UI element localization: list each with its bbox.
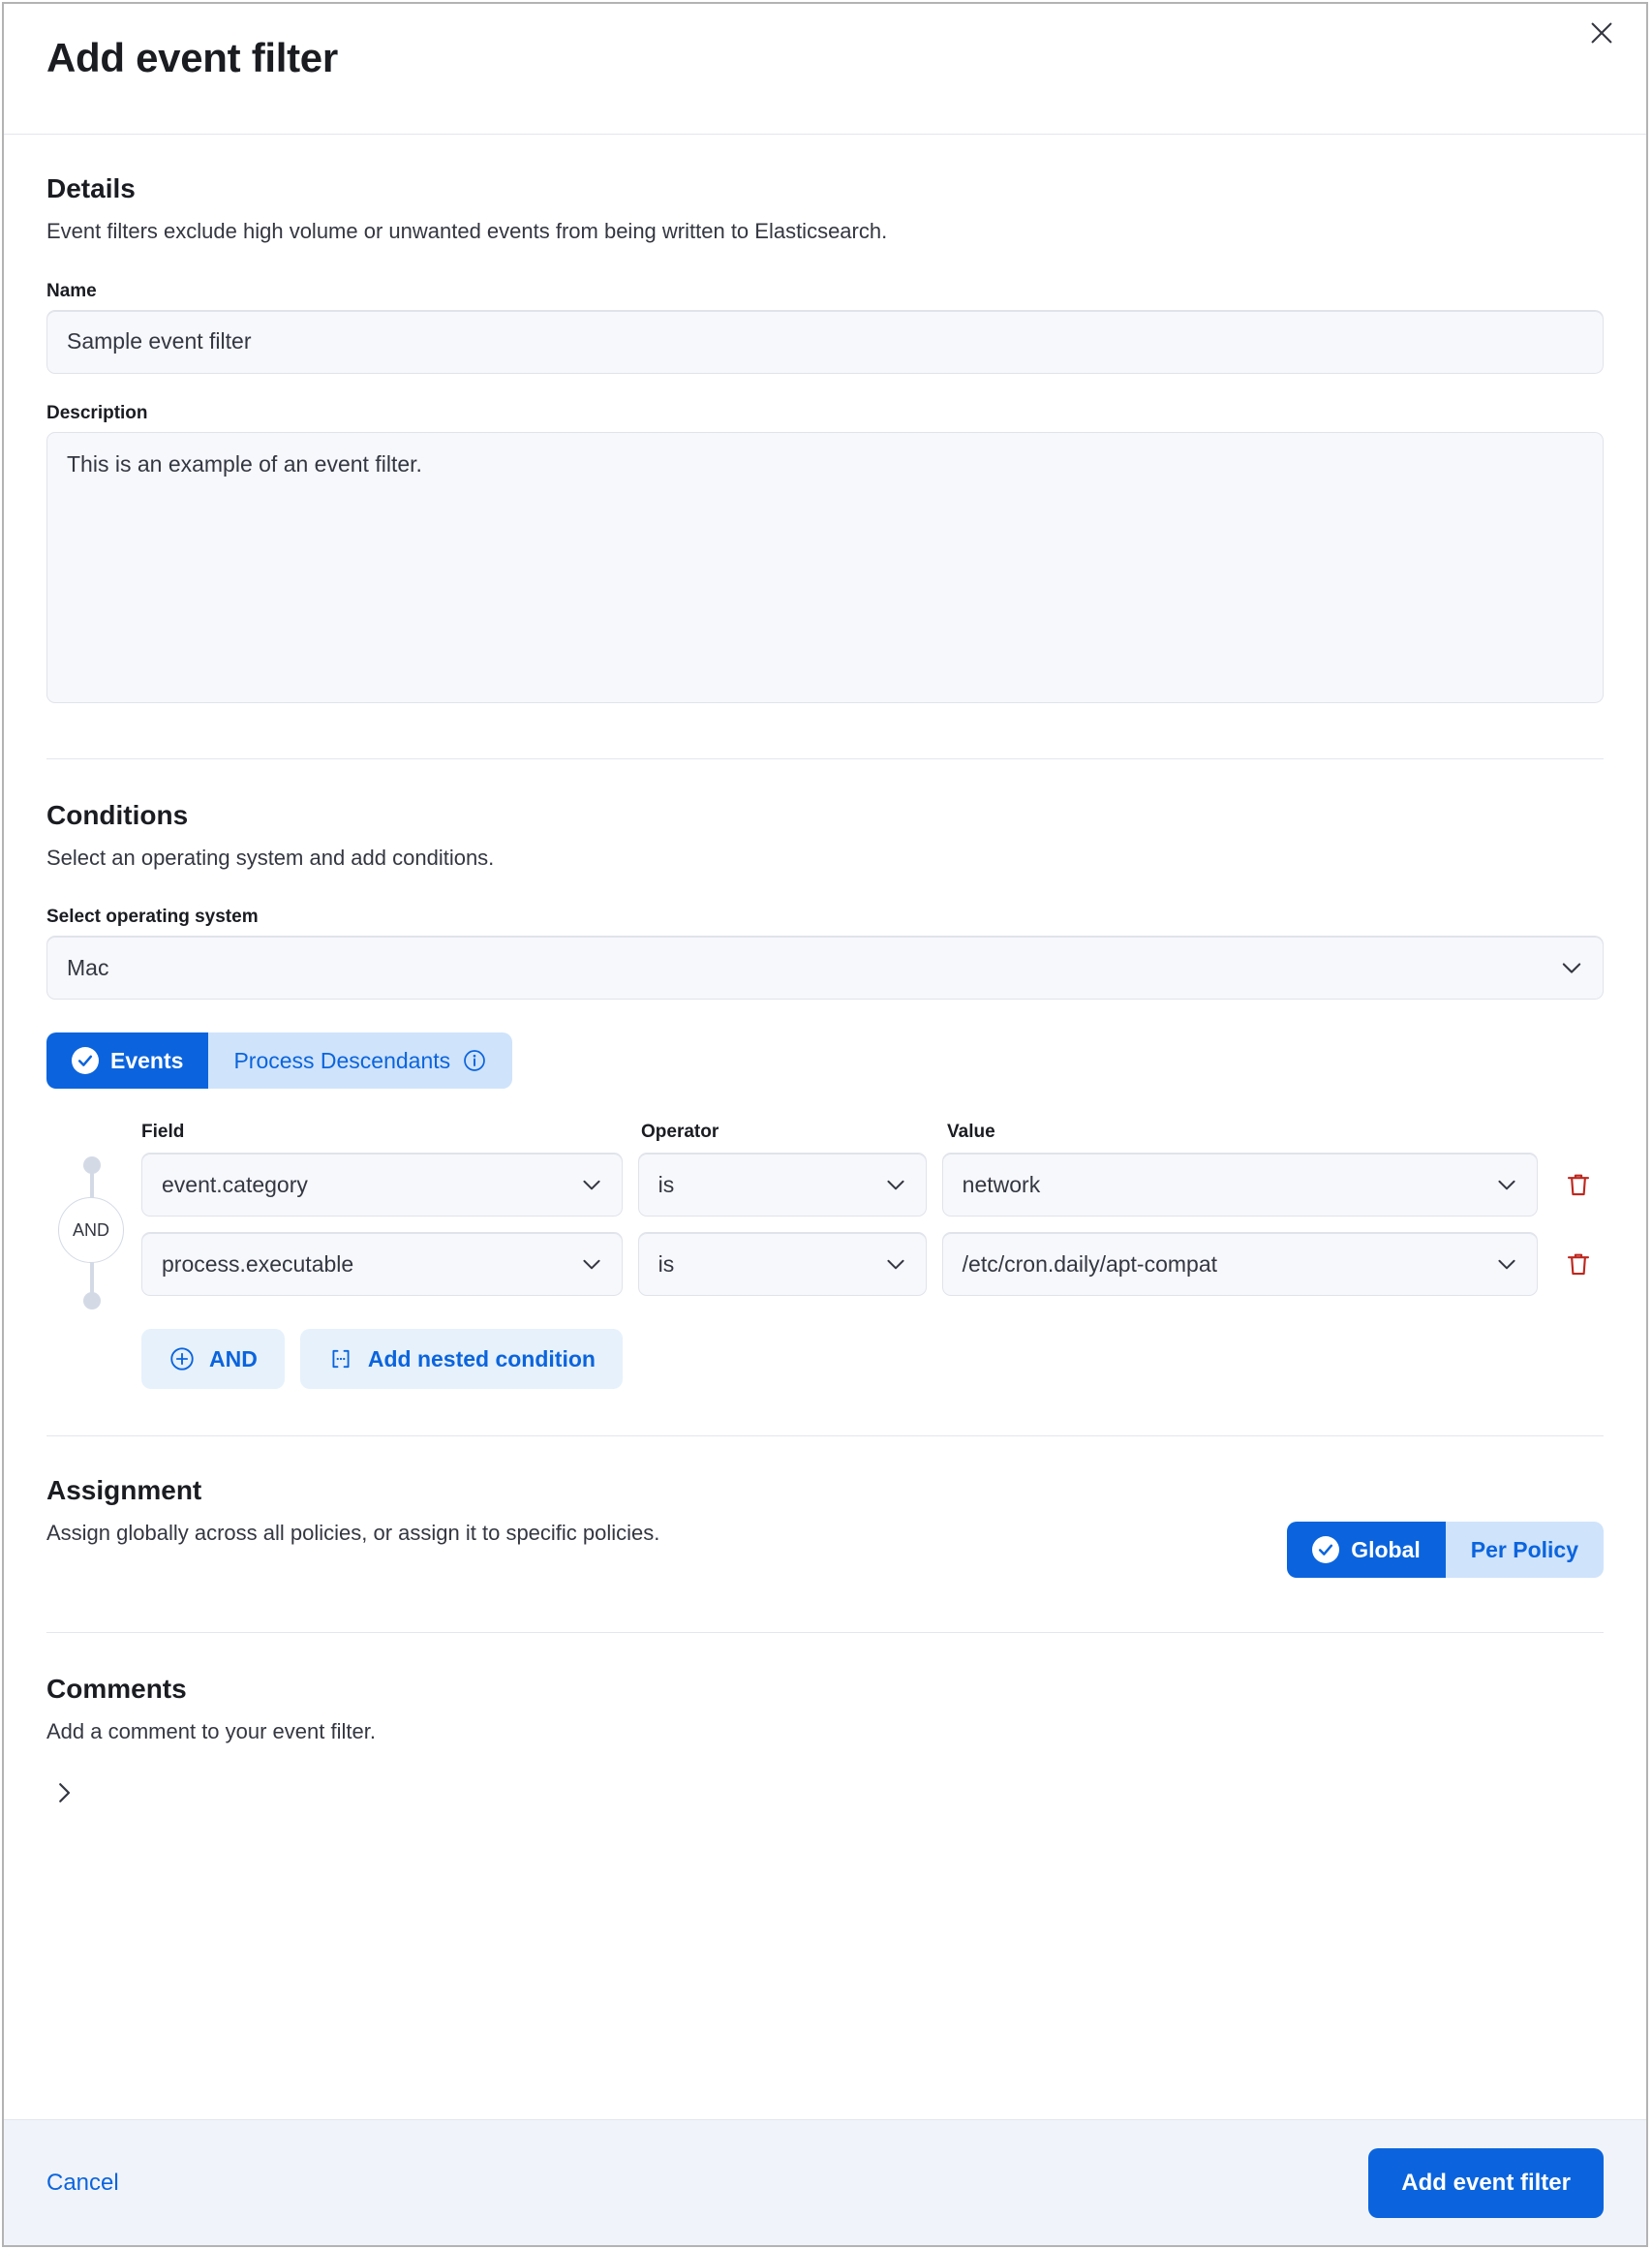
comments-title: Comments	[46, 1674, 187, 1705]
tab-events-label: Events	[110, 1047, 184, 1073]
os-field-group	[46, 907, 1604, 1000]
condition-row	[141, 1153, 1604, 1217]
condition-field-value: process.executable	[162, 1250, 354, 1277]
conditions-subtitle: Select an operating system and add conditions.	[46, 845, 495, 870]
chevron-down-icon	[1494, 1172, 1519, 1197]
chevron-right-icon[interactable]	[43, 1771, 85, 1814]
chevron-down-icon	[883, 1172, 908, 1197]
condition-builder	[46, 1122, 1604, 1389]
condition-value-value: network	[962, 1171, 1041, 1197]
trash-icon[interactable]	[1553, 1159, 1604, 1210]
flyout-header	[4, 4, 1646, 135]
chevron-down-icon	[579, 1172, 604, 1197]
and-connector-dot-bottom	[83, 1292, 101, 1309]
chevron-down-icon	[1558, 954, 1585, 981]
add-event-filter-flyout	[2, 2, 1648, 2247]
chevron-down-icon	[579, 1251, 604, 1277]
submit-button[interactable]: Add event filter	[1368, 2148, 1604, 2218]
condition-field-select[interactable]	[141, 1232, 623, 1296]
assignment-title: Assignment	[46, 1475, 202, 1506]
and-badge: AND	[58, 1197, 124, 1263]
condition-operator-value: is	[658, 1250, 675, 1277]
cancel-button[interactable]: Cancel	[46, 2169, 119, 2196]
page-title: Add event filter	[46, 35, 338, 80]
condition-operator-select[interactable]	[638, 1153, 927, 1217]
tab-process-descendants-label: Process Descendants	[233, 1047, 451, 1073]
os-select[interactable]	[46, 936, 1604, 1000]
assignment-global-label: Global	[1351, 1536, 1421, 1562]
check-icon	[1312, 1536, 1339, 1563]
flyout-footer	[4, 2119, 1646, 2245]
assignment-per-policy-label: Per Policy	[1470, 1536, 1578, 1562]
assignment-global-button[interactable]	[1287, 1522, 1446, 1578]
os-label: Select operating system	[46, 907, 259, 928]
check-icon	[72, 1047, 99, 1074]
condition-actions	[141, 1329, 1604, 1389]
condition-row	[141, 1232, 1604, 1296]
details-title: Details	[46, 173, 136, 203]
chevron-down-icon	[1494, 1251, 1519, 1277]
chevron-down-icon	[883, 1251, 908, 1277]
description-label: Description	[46, 402, 148, 423]
info-icon[interactable]	[462, 1048, 487, 1073]
comments-subtitle: Add a comment to your event filter.	[46, 1719, 376, 1744]
tab-process-descendants[interactable]	[208, 1032, 512, 1089]
condition-value-select[interactable]	[942, 1232, 1539, 1296]
condition-field-value: event.category	[162, 1171, 308, 1197]
name-label: Name	[46, 280, 97, 301]
description-field-group	[46, 403, 1604, 708]
condition-operator-select[interactable]	[638, 1232, 927, 1296]
assignment-text	[46, 1475, 659, 1548]
details-section	[46, 135, 1604, 708]
tab-events[interactable]	[46, 1032, 208, 1089]
nested-brackets-icon	[327, 1345, 354, 1372]
assignment-subtitle: Assign globally across all policies, or assign it to specific policies.	[46, 1521, 660, 1546]
column-header-field: Field	[141, 1122, 185, 1143]
condition-operator-value: is	[658, 1171, 675, 1197]
column-header-operator: Operator	[641, 1122, 719, 1143]
comments-section	[46, 1633, 1604, 1814]
assignment-per-policy-button[interactable]	[1446, 1522, 1604, 1578]
condition-field-select[interactable]	[141, 1153, 623, 1217]
assignment-toggle-group	[1287, 1522, 1604, 1578]
add-and-condition-button[interactable]	[141, 1329, 285, 1389]
details-subtitle: Event filters exclude high volume or unwanted events from being written to Elasticsearch.	[46, 219, 888, 243]
flyout-body	[4, 135, 1646, 2119]
conditions-tab-group	[46, 1032, 512, 1089]
add-and-condition-label: AND	[209, 1345, 258, 1371]
name-field-group	[46, 281, 1604, 374]
column-header-value: Value	[947, 1122, 995, 1143]
plus-circle-icon	[168, 1345, 196, 1372]
condition-value-value: /etc/cron.daily/apt-compat	[962, 1250, 1218, 1277]
close-icon[interactable]	[1580, 12, 1623, 54]
name-input[interactable]	[46, 310, 1604, 374]
conditions-section	[46, 759, 1604, 1390]
conditions-title: Conditions	[46, 799, 189, 830]
description-textarea[interactable]	[46, 432, 1604, 703]
add-nested-condition-label: Add nested condition	[367, 1345, 596, 1371]
condition-value-select[interactable]	[942, 1153, 1539, 1217]
and-connector-dot-top	[83, 1156, 101, 1174]
assignment-section	[46, 1436, 1604, 1578]
os-select-value: Mac	[67, 954, 109, 980]
condition-column-headers	[141, 1122, 1604, 1143]
trash-icon[interactable]	[1553, 1239, 1604, 1289]
add-nested-condition-button[interactable]	[300, 1329, 623, 1389]
